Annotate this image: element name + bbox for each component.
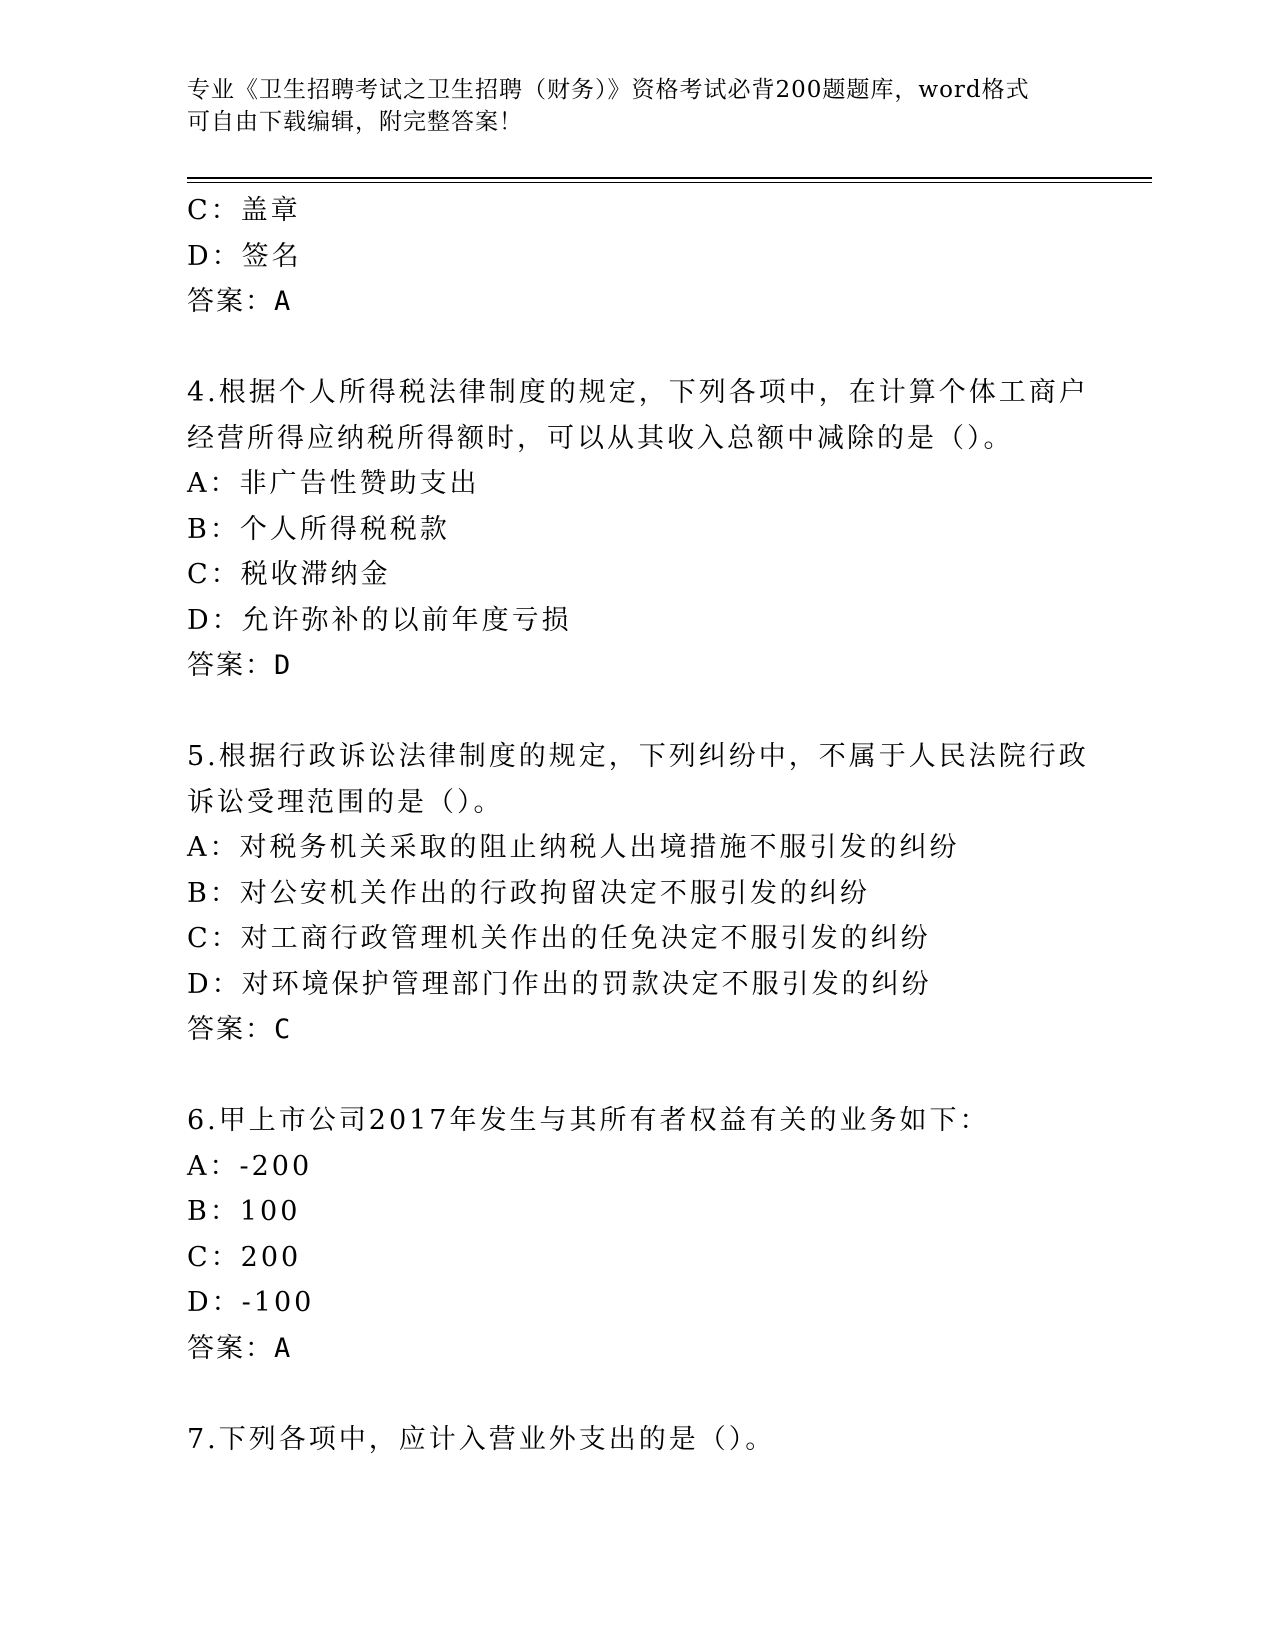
question-5 xyxy=(187,734,1087,1053)
answer-value: D xyxy=(274,650,292,681)
option-b: B：100 xyxy=(187,1196,301,1227)
question-stem-line-2: 诉讼受理范围的是（）。 xyxy=(187,786,504,818)
answer-line xyxy=(187,643,1087,689)
answer-value: A xyxy=(274,286,292,317)
option-d: D：-100 xyxy=(187,1287,315,1318)
option-a: A：-200 xyxy=(187,1150,313,1182)
option-c: C：对工商行政管理机关作出的任免决定不服引发的纠纷 xyxy=(187,923,931,954)
answer-label: 答案： xyxy=(187,650,274,681)
option-a: A：非广告性赞助支出 xyxy=(187,468,480,499)
question-stem-line-1: 6.甲上市公司2017年发生与其所有者权益有关的业务如下： xyxy=(187,1105,990,1136)
option-b: B：对公安机关作出的行政拘留决定不服引发的纠纷 xyxy=(187,877,870,909)
option-d: D：签名 xyxy=(187,240,302,272)
answer-line xyxy=(187,1326,1087,1372)
header-divider xyxy=(187,177,1152,183)
question-stem-line-1: 5.根据行政诉讼法律制度的规定，下列纠纷中，不属于人民法院行政 xyxy=(187,741,1089,772)
spacer xyxy=(187,1371,1087,1417)
question-list xyxy=(187,188,1087,1462)
option-c: C：税收滞纳金 xyxy=(187,559,391,590)
answer-line xyxy=(187,279,1087,325)
spacer xyxy=(187,1053,1087,1099)
spacer xyxy=(187,325,1087,371)
question-stem-line-1: 7.下列各项中，应计入营业外支出的是（）。 xyxy=(187,1423,776,1455)
question-stem-line-2: 经营所得应纳税所得额时，可以从其收入总额中减除的是（）。 xyxy=(187,422,1014,454)
document-header xyxy=(187,74,1087,138)
option-c: C：200 xyxy=(187,1241,302,1273)
question-stem-line-1: 4.根据个人所得税法律制度的规定，下列各项中，在计算个体工商户 xyxy=(187,377,1089,408)
answer-label: 答案： xyxy=(187,1014,274,1045)
question-6 xyxy=(187,1098,1087,1371)
option-d: D：对环境保护管理部门作出的罚款决定不服引发的纠纷 xyxy=(187,968,932,1000)
header-title-line-1: 专业《卫生招聘考试之卫生招聘（财务）》资格考试必背200题题库，word格式 xyxy=(187,77,1030,103)
option-d: D：允许弥补的以前年度亏损 xyxy=(187,604,572,636)
option-c: C：盖章 xyxy=(187,195,301,226)
spacer xyxy=(187,689,1087,735)
answer-label: 答案： xyxy=(187,1332,274,1364)
answer-label: 答案： xyxy=(187,286,274,317)
answer-line xyxy=(187,1007,1087,1053)
answer-value: C xyxy=(274,1014,292,1045)
header-title-line-2: 可自由下载编辑，附完整答案！ xyxy=(187,109,523,135)
option-a: A：对税务机关采取的阻止纳税人出境措施不服引发的纠纷 xyxy=(187,832,960,863)
option-b: B：个人所得税税款 xyxy=(187,513,450,545)
question-7 xyxy=(187,1417,1087,1463)
question-4 xyxy=(187,370,1087,689)
answer-value: A xyxy=(274,1332,292,1364)
question-3 xyxy=(187,188,1087,325)
